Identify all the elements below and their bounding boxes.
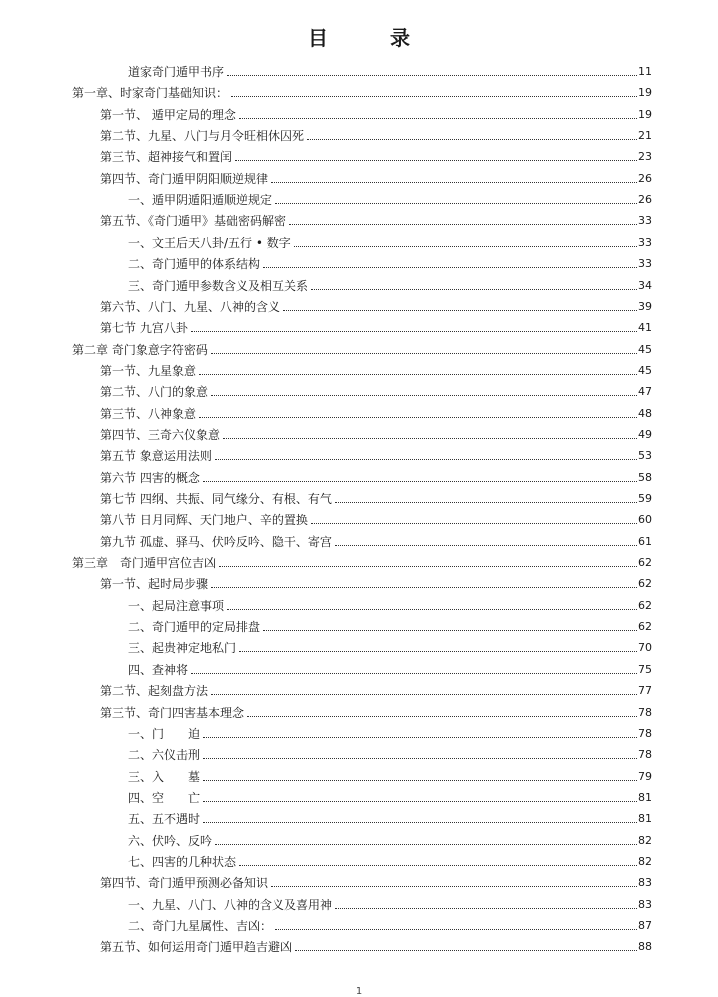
toc-entry-page: 82 <box>638 833 652 847</box>
toc-entry-label: 第一节、九星象意 <box>100 363 197 378</box>
toc-entry[interactable] <box>128 656 652 677</box>
toc-entry[interactable] <box>100 528 652 549</box>
dot-leader <box>203 822 637 823</box>
toc-entry-label: 第三节、奇门四害基本理念 <box>100 705 245 720</box>
toc-entry-page: 78 <box>638 748 652 762</box>
toc-entry-page: 58 <box>638 470 652 484</box>
toc-entry[interactable] <box>128 720 652 741</box>
toc-entry-page: 60 <box>638 513 652 527</box>
toc-entry-page: 26 <box>638 193 652 207</box>
toc-entry[interactable] <box>100 165 652 186</box>
toc-entry[interactable] <box>128 634 652 655</box>
toc-entry-page: 82 <box>638 854 652 868</box>
toc-entry-page: 87 <box>638 919 652 932</box>
toc-entry-page: 61 <box>638 534 652 548</box>
toc-entry[interactable] <box>100 421 652 442</box>
dot-leader <box>311 289 637 290</box>
dot-leader <box>203 737 637 738</box>
toc-entry-label: 第四节、三奇六仪象意 <box>100 427 221 442</box>
toc-entry-page: 77 <box>638 684 652 698</box>
toc-entry[interactable] <box>128 229 652 250</box>
toc-entry-label: 第五节 象意运用法则 <box>100 449 212 464</box>
dot-leader <box>191 673 637 674</box>
toc-entry-page: 79 <box>638 769 652 783</box>
toc-entry-page: 81 <box>638 812 652 826</box>
toc-entry[interactable] <box>128 741 652 762</box>
toc-entry-page: 45 <box>638 342 652 356</box>
dot-leader <box>211 395 637 396</box>
title-char-1: 目 <box>308 26 328 50</box>
toc-entry-page: 62 <box>638 577 652 591</box>
toc-entry[interactable] <box>100 464 652 485</box>
toc-entry-label: 二、奇门遁甲的定局排盘 <box>128 620 261 635</box>
toc-entry-page: 78 <box>638 726 652 740</box>
toc-entry-label: 一、门 迫 <box>128 726 201 741</box>
toc-entry-page: 45 <box>638 363 652 377</box>
dot-leader <box>235 160 637 161</box>
toc-entry-page: 34 <box>638 278 652 292</box>
dot-leader <box>211 694 637 695</box>
dot-leader <box>335 545 637 546</box>
dot-leader <box>227 609 637 610</box>
toc-entry-label: 一、九星、八门、八神的含义及喜用神 <box>128 897 333 912</box>
toc-entry-page: 11 <box>638 65 652 78</box>
toc-entry-label: 七、四害的几种状态 <box>128 854 237 869</box>
dot-leader <box>263 630 637 631</box>
toc-entry-label: 一、起局注意事项 <box>128 598 225 613</box>
toc-entry-label: 第五节、如何运用奇门遁甲趋吉避凶 <box>100 940 293 955</box>
toc-entry[interactable] <box>128 848 652 869</box>
page-title <box>0 22 718 51</box>
toc-entry-label: 第二节、起刻盘方法 <box>100 684 209 699</box>
toc-entry-label: 三、奇门遁甲参数含义及相互关系 <box>128 278 309 293</box>
toc-entry[interactable] <box>100 122 652 143</box>
toc-entry-label: 第一节、起时局步骤 <box>100 577 209 592</box>
toc-entry[interactable] <box>100 143 652 164</box>
dot-leader <box>247 716 637 717</box>
toc-entry-label: 一、遁甲阴遁阳遁顺逆规定 <box>128 193 273 208</box>
dot-leader <box>263 267 637 268</box>
dot-leader <box>239 651 637 652</box>
dot-leader <box>289 224 637 225</box>
toc-entry-label: 第一章、时家奇门基础知识： <box>72 86 229 101</box>
dot-leader <box>219 566 637 567</box>
dot-leader <box>239 865 637 866</box>
toc-entry-page: 21 <box>638 129 652 143</box>
toc-entry-label: 一、文王后天八卦/五行 • 数字 <box>128 235 291 250</box>
toc-entry-page: 49 <box>638 427 652 441</box>
toc-entry[interactable] <box>128 891 652 912</box>
dot-leader <box>215 459 637 460</box>
dot-leader <box>203 758 637 759</box>
toc-entry-label: 第四节、奇门遁甲预测必备知识 <box>100 876 269 891</box>
toc-entry[interactable] <box>72 79 652 100</box>
toc-entry-page: 53 <box>638 449 652 463</box>
toc-entry-label: 第二节、八门的象意 <box>100 385 209 400</box>
toc-entry-page: 88 <box>638 940 652 954</box>
dot-leader <box>215 844 637 845</box>
toc-entry-label: 第三章 奇门遁甲宫位吉凶 <box>72 556 217 571</box>
toc-entry-label: 第三节、八神象意 <box>100 406 197 421</box>
toc-entry-label: 第四节、奇门遁甲阴阳顺逆规律 <box>100 171 269 186</box>
toc-entry-page: 59 <box>638 492 652 505</box>
toc-entry[interactable] <box>128 58 652 79</box>
toc-entry[interactable] <box>100 357 652 378</box>
toc-entry[interactable] <box>72 336 652 357</box>
toc-entry-label: 第三节、超神接气和置闰 <box>100 150 233 165</box>
toc-entry-page: 75 <box>638 662 652 676</box>
footer-page-number: 1 <box>355 986 363 997</box>
toc-entry-label: 第九节 孤虚、驿马、伏吟反吟、隐干、寄宫 <box>100 534 332 549</box>
dot-leader <box>271 182 637 183</box>
toc-entry[interactable] <box>100 378 652 399</box>
toc-entry-label: 三、入 墓 <box>128 769 201 784</box>
toc-entry-label: 道家奇门遁甲书序 <box>128 65 225 79</box>
toc-entry-page: 62 <box>638 598 652 612</box>
toc-entry[interactable] <box>128 186 652 207</box>
toc-entry-label: 第七节 九宫八卦 <box>100 321 188 336</box>
toc-entry-page: 41 <box>638 321 652 335</box>
toc-entry[interactable] <box>128 763 652 784</box>
toc-entry-page: 62 <box>638 556 652 570</box>
dot-leader <box>211 353 637 354</box>
toc-entry[interactable] <box>100 933 652 954</box>
dot-leader <box>335 908 637 909</box>
toc-entry[interactable] <box>128 784 652 805</box>
dot-leader <box>295 950 637 951</box>
toc-entry-page: 23 <box>638 150 652 164</box>
toc-entry-page: 26 <box>638 171 652 185</box>
dot-leader <box>239 118 637 119</box>
toc-entry[interactable] <box>128 272 652 293</box>
toc-entry-page: 62 <box>638 620 652 634</box>
toc-entry[interactable] <box>100 207 652 228</box>
dot-leader <box>271 886 637 887</box>
toc-entry-label: 三、起贵神定地私门 <box>128 641 237 656</box>
toc-entry-label: 第八节 日月同辉、天门地户、辛的置换 <box>100 513 308 528</box>
toc-entry[interactable] <box>128 592 652 613</box>
dot-leader <box>203 801 637 802</box>
toc-entry[interactable] <box>128 613 652 634</box>
toc-entry-page: 83 <box>638 876 652 890</box>
toc-entry[interactable] <box>128 827 652 848</box>
toc-entry[interactable] <box>100 869 652 890</box>
dot-leader <box>311 523 637 524</box>
toc-entry-page: 48 <box>638 406 652 420</box>
dot-leader <box>283 310 637 311</box>
toc-entry[interactable] <box>128 805 652 826</box>
toc-entry-label: 二、奇门遁甲的体系结构 <box>128 257 261 272</box>
title-char-2: 录 <box>390 26 410 50</box>
toc-entry[interactable] <box>100 506 652 527</box>
toc-entry-page: 83 <box>638 897 652 911</box>
toc-entry-page: 81 <box>638 790 652 804</box>
toc-entry-page: 39 <box>638 299 652 313</box>
dot-leader <box>335 502 637 503</box>
dot-leader <box>294 246 637 247</box>
dot-leader <box>203 780 637 781</box>
toc-entry-page: 33 <box>638 214 652 228</box>
toc-entry[interactable] <box>100 485 652 506</box>
dot-leader <box>223 438 637 439</box>
dot-leader <box>227 75 637 76</box>
toc-entry[interactable] <box>100 570 652 591</box>
toc-entry[interactable] <box>100 400 652 421</box>
toc-entry[interactable] <box>100 699 652 720</box>
dot-leader <box>275 203 637 204</box>
toc-entry[interactable] <box>128 250 652 271</box>
dot-leader <box>199 374 637 375</box>
toc-entry-page: 33 <box>638 235 652 249</box>
dot-leader <box>191 331 637 332</box>
toc-entry-label: 第一节、 遁甲定局的理念 <box>100 107 236 122</box>
toc-entry-label: 五、五不遇时 <box>128 812 201 827</box>
toc-entry[interactable] <box>72 549 652 570</box>
toc-entry[interactable] <box>128 912 652 933</box>
toc-entry[interactable] <box>100 314 652 335</box>
toc-entry-page: 47 <box>638 385 652 399</box>
dot-leader <box>231 96 637 97</box>
toc-entry-label: 六、伏吟、反吟 <box>128 833 213 848</box>
dot-leader <box>275 929 637 930</box>
toc-entry-label: 四、查神将 <box>128 662 189 677</box>
dot-leader <box>199 417 637 418</box>
toc-entry-label: 第二章 奇门象意字符密码 <box>72 342 208 357</box>
toc-entry-label: 二、六仪击刑 <box>128 748 201 763</box>
toc-entry-label: 第五节、《奇门遁甲》基础密码解密 <box>100 214 287 229</box>
toc-entry[interactable] <box>100 293 652 314</box>
toc-entry-page: 19 <box>638 107 652 121</box>
toc-entry-label: 二、奇门九星属性、吉凶： <box>128 919 273 933</box>
toc-entry[interactable] <box>100 442 652 463</box>
toc-entry-label: 第二节、九星、八门与月令旺相休囚死 <box>100 129 305 144</box>
toc-entry-page: 33 <box>638 257 652 271</box>
dot-leader <box>211 587 637 588</box>
dot-leader <box>307 139 637 140</box>
toc-entry[interactable] <box>100 677 652 698</box>
dot-leader <box>203 481 637 482</box>
toc-entry-page: 19 <box>638 86 652 100</box>
toc-entry-page: 78 <box>638 705 652 719</box>
toc-entry-page: 70 <box>638 641 652 655</box>
toc-entry[interactable] <box>100 101 652 122</box>
toc-entry-label: 第六节 四害的概念 <box>100 470 200 485</box>
toc-entry-label: 第七节 四纲、共振、同气缘分、有根、有气 <box>100 492 332 506</box>
toc-entry-label: 四、空 亡 <box>128 790 201 805</box>
toc-entry-label: 第六节、八门、九星、八神的含义 <box>100 299 281 314</box>
